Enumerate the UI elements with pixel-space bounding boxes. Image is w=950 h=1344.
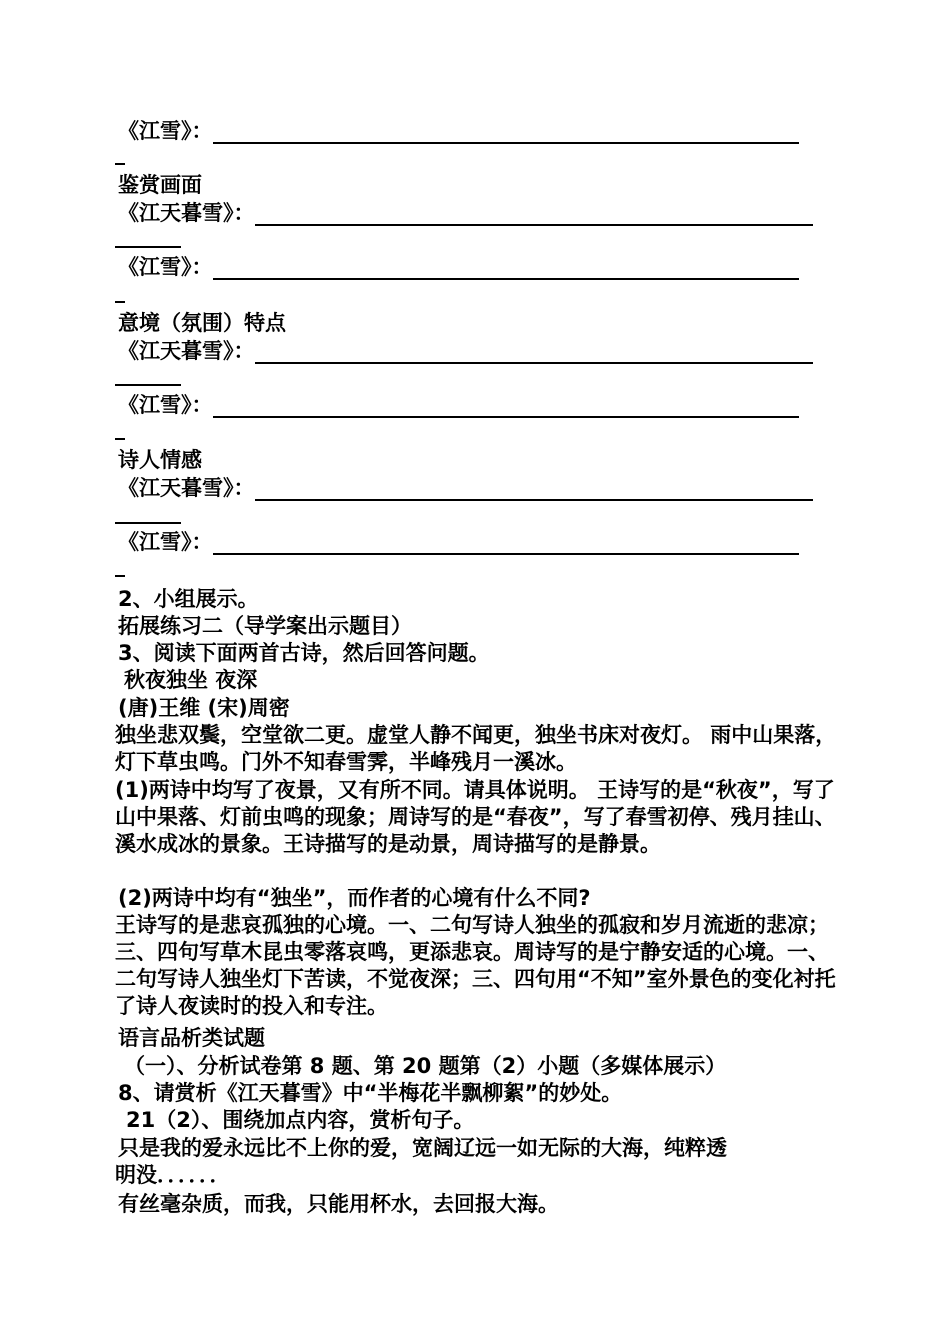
question-text: (2)两诗中均有“独坐”，而作者的心境有什么不同? <box>118 886 591 910</box>
blank-line <box>213 122 799 144</box>
quoted-sentence: 明没．．．．．． <box>115 1163 231 1187</box>
exercise-heading: 拓展练习二（导学案出示题目） <box>118 614 412 638</box>
blank-row <box>118 254 799 280</box>
blank-line-continuation <box>115 384 181 386</box>
blank-label: 《江雪》： <box>118 255 213 279</box>
poem-titles: 秋夜独坐 夜深 <box>124 668 258 692</box>
blank-label: 《江雪》： <box>118 119 213 143</box>
blank-line-continuation <box>115 438 125 440</box>
blank-line <box>255 342 813 364</box>
blank-row <box>118 529 799 555</box>
poem-authors: (唐)王维 (宋)周密 <box>118 696 290 720</box>
blank-line-continuation <box>115 163 125 165</box>
blank-row <box>118 338 813 364</box>
blank-row <box>118 200 813 226</box>
section-heading: 诗人情感 <box>118 448 202 472</box>
blank-line-continuation <box>115 522 181 524</box>
section-heading: 意境（氛围）特点 <box>118 311 286 335</box>
blank-label: 《江天暮雪》： <box>118 476 255 500</box>
blank-line <box>213 533 799 555</box>
analysis-heading: （一）、分析试卷第 8 题、第 20 题第（2）小题（多媒体展示） <box>124 1054 727 1078</box>
question-text: 8、请赏析《江天暮雪》中“半梅花半飘柳絮”的妙处。 <box>118 1081 623 1105</box>
section-heading: 鉴赏画面 <box>118 173 202 197</box>
question-answer: (1)两诗中均写了夜景，又有所不同。请具体说明。 王诗写的是“秋夜”，写了山中果落、灯前虫鸣的现象；周诗写的是“春夜”，写了春雪初停、残月挂山、溪水成冰的景象。王诗描写的是动景，周诗描写的是静景。 <box>115 778 836 856</box>
blank-line <box>255 479 813 501</box>
question-text: 3、阅读下面两首古诗，然后回答问题。 <box>118 641 490 665</box>
poem-text: 独坐悲双鬓，空堂欲二更。虚堂人静不闻更，独坐书床对夜灯。 雨中山果落，灯下草虫鸣。门外不知春雪霁，半峰残月一溪冰。 <box>115 723 837 774</box>
blank-line-continuation <box>115 301 125 303</box>
blank-line <box>255 204 813 226</box>
answer-text: 王诗写的是悲哀孤独的心境。一、二句写诗人独坐的孤寂和岁月流逝的悲凉；三、四句写草木昆虫零落哀鸣，更添悲哀。周诗写的是宁静安适的心境。一、二句写诗人独坐灯下苦读，不觉夜深；三、四句用“不知”室外景色的变化衬托了诗人夜读时的投入和专注。 <box>115 913 836 1018</box>
blank-line-continuation <box>115 246 181 248</box>
blank-label: 《江雪》： <box>118 530 213 554</box>
quoted-sentence: 只是我的爱永远比不上你的爱，宽阔辽远一如无际的大海，纯粹透 <box>118 1136 727 1160</box>
blank-line-continuation <box>115 575 125 577</box>
step-text: 2、小组展示。 <box>118 587 259 611</box>
quoted-sentence: 有丝毫杂质，而我，只能用杯水，去回报大海。 <box>118 1192 559 1216</box>
blank-row <box>118 118 799 144</box>
section-heading: 语言品析类试题 <box>118 1026 265 1050</box>
blank-label: 《江雪》： <box>118 393 213 417</box>
blank-row <box>118 475 813 501</box>
blank-label: 《江天暮雪》： <box>118 201 255 225</box>
blank-line <box>213 396 799 418</box>
question-text: 21（2）、围绕加点内容，赏析句子。 <box>126 1108 475 1132</box>
blank-line <box>213 258 799 280</box>
blank-label: 《江天暮雪》： <box>118 339 255 363</box>
blank-row <box>118 392 799 418</box>
